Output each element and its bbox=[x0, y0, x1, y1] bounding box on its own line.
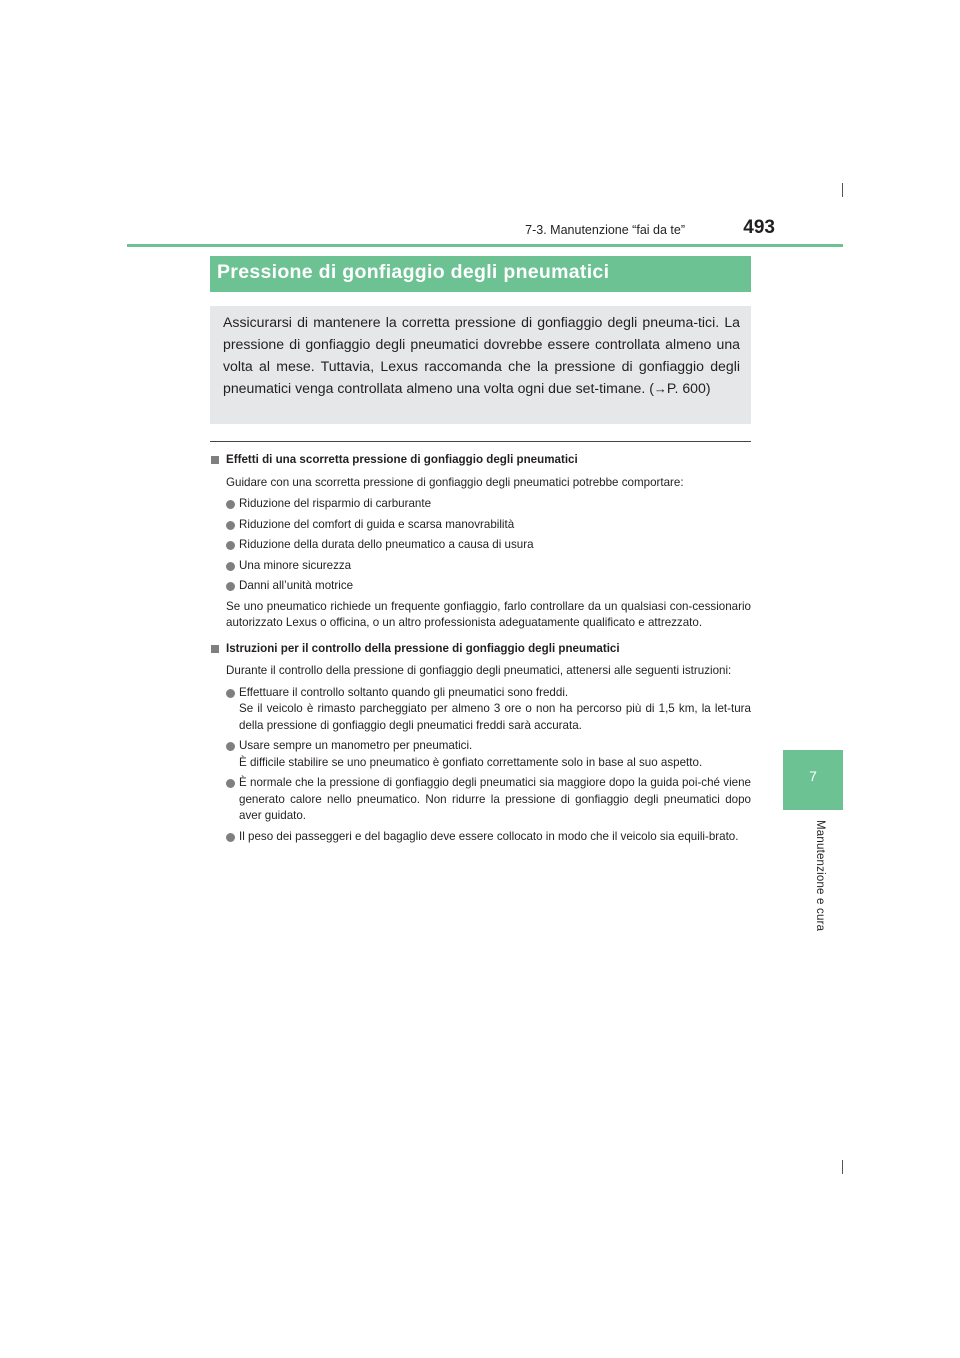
list-item bbox=[210, 829, 751, 846]
list-item-text: Danni all’unità motrice bbox=[239, 579, 354, 592]
list-item-text: Riduzione del comfort di guida e scarsa manovrabilità bbox=[239, 517, 515, 531]
list-item-text: Riduzione del risparmio di carburante bbox=[239, 497, 432, 510]
circle-bullet-icon bbox=[226, 779, 235, 788]
list-item-text: Il peso dei passeggeri e del bagaglio deve essere collocato in modo che il veicolo sia equili-brato. bbox=[239, 829, 739, 843]
list-item bbox=[210, 558, 751, 575]
list-item bbox=[210, 517, 751, 534]
chapter-label: Manutenzione e cura bbox=[814, 820, 826, 932]
list-item bbox=[210, 738, 751, 771]
section-heading-text: Effetti di una scorretta pressione di gonfiaggio degli pneumatici bbox=[226, 453, 578, 466]
list-item bbox=[210, 578, 751, 595]
section-label: 7-3. Manutenzione “fai da te” bbox=[525, 223, 685, 237]
circle-bullet-icon bbox=[226, 582, 235, 591]
page-reference: P. 600) bbox=[666, 380, 711, 396]
section-lead: Guidare con una scorretta pressione di gonfiaggio degli pneumatici potrebbe comportare: bbox=[226, 475, 684, 489]
circle-bullet-icon bbox=[226, 833, 235, 842]
page-title: Pressione di gonfiaggio degli pneumatici bbox=[217, 261, 610, 283]
section-heading bbox=[210, 452, 751, 469]
arrow-right-icon: → bbox=[653, 381, 667, 396]
list-item bbox=[210, 685, 751, 735]
circle-bullet-icon bbox=[226, 500, 235, 509]
list-item-text: Usare sempre un manometro per pneumatici. bbox=[239, 739, 473, 752]
section-closing: Se uno pneumatico richiede un frequente gonfiaggio, farlo controllare da un qualsiasi con-cessionario autorizzato Lexus o officina, o un altro professionista adeguatamente qualificato e attrezzato. bbox=[226, 599, 751, 629]
title-bar bbox=[210, 256, 751, 292]
section-heading bbox=[210, 641, 751, 658]
list-item-text: Riduzione della durata dello pneumatico a causa di usura bbox=[239, 538, 534, 551]
circle-bullet-icon bbox=[226, 689, 235, 698]
list-item-text: Una minore sicurezza bbox=[239, 558, 352, 572]
section-lead: Durante il controllo della pressione di gonfiaggio degli pneumatici, attenersi alle seguenti istruzioni: bbox=[226, 664, 732, 677]
circle-bullet-icon bbox=[226, 541, 235, 550]
divider bbox=[210, 441, 751, 442]
intro-box bbox=[210, 306, 751, 424]
list-item-text: È normale che la pressione di gonfiaggio degli pneumatici sia maggiore dopo la guida poi-ché viene generato calore nello pneumatico. Non ridurre la pressione di gonfiaggio degli pneumatici dopo aver guidato. bbox=[239, 776, 751, 822]
content bbox=[210, 452, 751, 849]
circle-bullet-icon bbox=[226, 521, 235, 530]
page-header bbox=[210, 217, 775, 239]
list-item bbox=[210, 775, 751, 825]
header-rule bbox=[127, 244, 843, 247]
intro-text: Assicurarsi di mantenere la corretta pressione di gonfiaggio degli pneuma-tici. La pressione di gonfiaggio degli pneumatici dovrebbe essere controllata almeno una volta al mese. Tuttavia, Lexus raccomanda che la pressione di gonfiaggio degli pneumatici venga controllata almeno una volta ogni due set-timane. ( bbox=[223, 314, 740, 396]
square-bullet-icon bbox=[211, 645, 219, 653]
list-item-detail: Se il veicolo è rimasto parcheggiato per almeno 3 ore o non ha percorso più di 1,5 km, la let-tura della pressione di gonfiaggio degli pneumatici freddi sarà accurata. bbox=[239, 702, 751, 732]
circle-bullet-icon bbox=[226, 562, 235, 571]
square-bullet-icon bbox=[211, 456, 219, 464]
list-item-detail: È difficile stabilire se uno pneumatico è gonfiato correttamente solo in base al suo aspetto. bbox=[239, 755, 703, 769]
list-item bbox=[210, 496, 751, 513]
chapter-number: 7 bbox=[809, 768, 817, 784]
crop-mark-top bbox=[842, 183, 843, 197]
list-item bbox=[210, 537, 751, 554]
page-number: 493 bbox=[743, 217, 775, 238]
circle-bullet-icon bbox=[226, 742, 235, 751]
list-item-text: Effettuare il controllo soltanto quando gli pneumatici sono freddi. bbox=[239, 685, 569, 699]
chapter-tab bbox=[783, 750, 843, 810]
crop-mark-bottom bbox=[842, 1160, 843, 1174]
section-heading-text: Istruzioni per il controllo della pressione di gonfiaggio degli pneumatici bbox=[226, 641, 620, 655]
